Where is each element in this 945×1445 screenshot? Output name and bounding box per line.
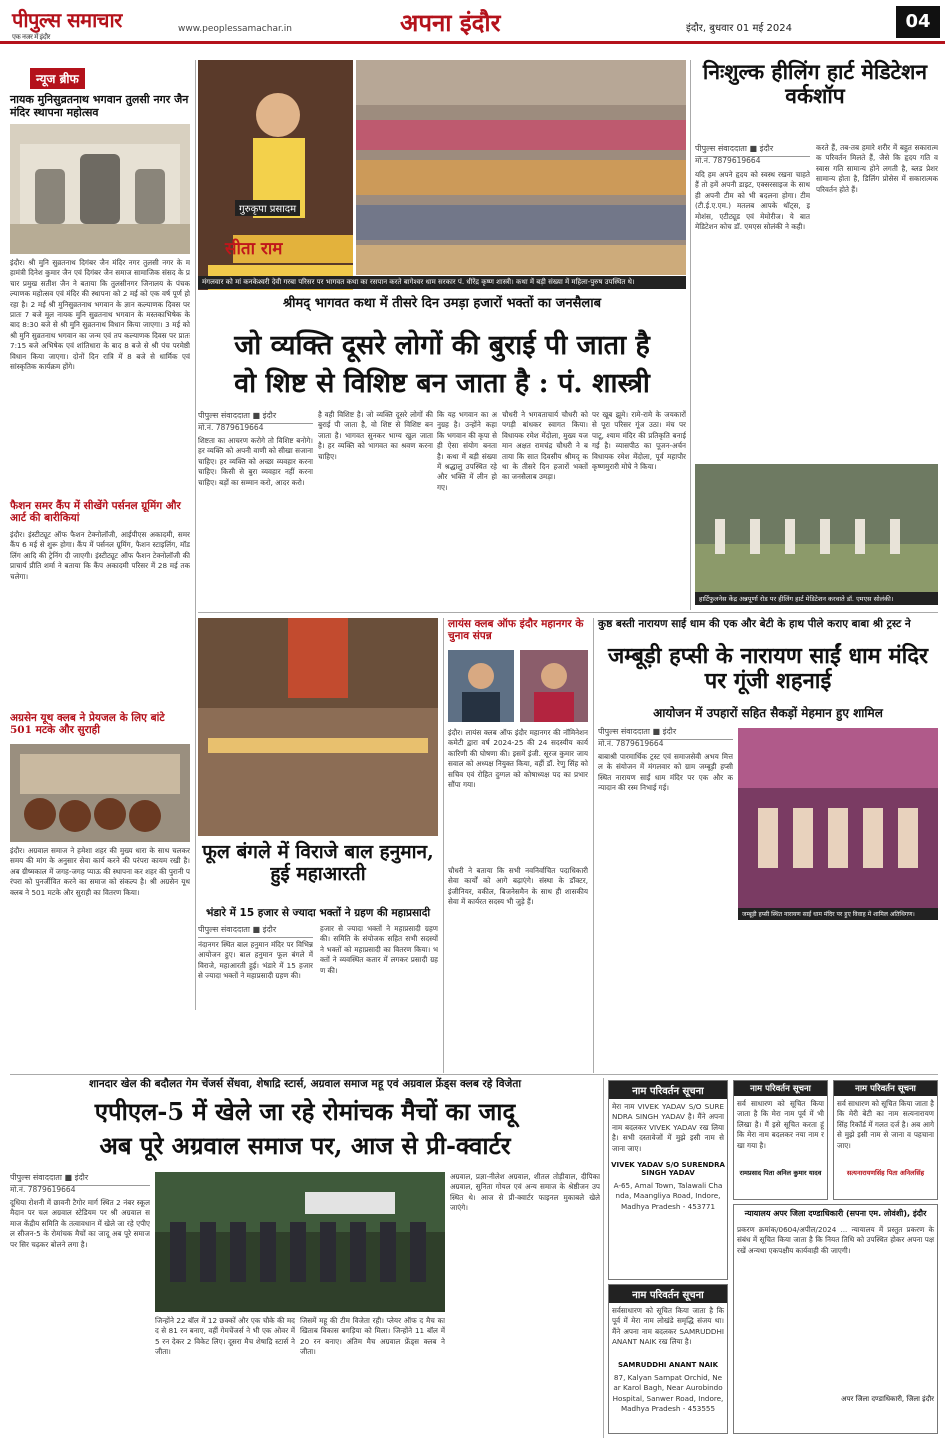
apl-headline-line2: अब पूरे अग्रवाल समाज पर, आज से प्री-क्वार्टर (99, 1131, 511, 1160)
notice-box-3 (733, 1080, 828, 1200)
brief2-body: इंदौर। इंस्टीट्यूट ऑफ फैशन टेक्नोलॉजी, आईपीएस अकादमी, समर कैंप 6 मई से शुरू होगा। कैंप में पर्सनल ग्रूमिंग, फैशन स्टाइलिंग, मॉडलिंग आदि की ट्रेनिंग दी जाएगी। इंस्टीट्यूट ऑफ फैशन टेक्नोलॉजी की प्राचार्य प्रीति शर्मा ने बताया कि कैंप अकादमी परिसर में 28 मई तक चलेगा। (10, 530, 190, 581)
apl-body-col1: दूधिया रोशनी में छावनी टैगोर मार्ग स्थित 2 नंबर स्कूल मैदान पर चल अग्रवाल स्टेडियम पर श्री अग्रवाल समाज केंद्रीय समिति के तत्वावधान में खेले जा रहे एपीएल सीजन-5 के रोमांचक मैचों का जादू अब पूरे समाज पर सिर चढ़कर बोलने लगा है। (10, 1198, 150, 1249)
column-divider (603, 1078, 604, 1438)
section-divider (10, 1074, 938, 1075)
sign-gurukripa: गुरुकृपा प्रसादम (235, 200, 300, 216)
top-body-col3: कि यह भगवान का अनुग्रह है। उन्होंने कहा कि भगवान की कृपा से ही ऐसा संयोग बनता है। कथा में बड़ी संख्या में श्रद्धालु उपस्थित रहे और भक्ति में लीन हो गए। (437, 410, 497, 492)
apl-mobile: मो.नं. 7879619664 (10, 1185, 76, 1194)
top-photo-caption: मंगलवार को मां कनकेश्वरी देवी गरबा परिसर पर भागवत कथा का रसपान करते बागेश्वर धाम सरकार पं. धीरेंद्र कृष्ण शास्त्री। कथा में बड़ी संख्या में महिला-पुरुष उपस्थित थे। (198, 276, 686, 289)
court-notice-title: न्यायालय अपर जिला दण्डाधिकारी (सपना एम. लोवंशी), इंदौर (744, 1209, 927, 1218)
apl-headline-line1: एपीएल-5 में खेले जा रहे रोमांचक मैचों का जादू (94, 1097, 516, 1126)
notice-name: रामप्रसाद पिता अनिल कुमार यादव (739, 1169, 822, 1177)
jambudi-mobile: मो.नं. 7879619664 (598, 739, 664, 748)
hanuman-temple-photo (198, 618, 438, 836)
notice-box-2 (608, 1284, 728, 1434)
column-divider (593, 618, 594, 1073)
hanuman-byline: पीपुल्स संवाददाता ■ इंदौर (198, 924, 313, 938)
temple-photo (10, 124, 190, 254)
hanuman-body-col1: नंदानगर स्थित बाल हनुमान मंदिर पर विभिन्न आयोजन हुए। बाल हनुमान फूल बंगले में विराजे, महाआरती हुई। भंडारे में 15 हजार से ज्यादा भक्तों ने महाप्रसादी ग्रहण की। (198, 940, 313, 981)
section-divider (198, 612, 938, 613)
top-kicker: श्रीमद् भागवत कथा में तीसरे दिन उमड़ा हजारों भक्तों का जनसैलाब (282, 296, 602, 311)
column-divider (690, 60, 691, 610)
notice-address: A-65, Amal Town, Talawali Chanda, Maangliya Road, Indore, Madhya Pradesh - 453771 (613, 1181, 723, 1211)
top-body-col1: शिष्टता का आचरण करोगे तो विशिष्ट बनोगे। हर व्यक्ति को अपनी वाणी को सीखा सजाना चाहिए। हर व्यक्ति को अच्छा व्यवहार करना चाहिए। किसी से बुरा व्यवहार नहीं करना चाहिए। बड़ों का सम्मान करो, आदर करो। (198, 436, 313, 487)
top-headline-line2: वो शिष्ट से विशिष्ट बन जाता है : पं. शास्त्री (234, 368, 650, 399)
lions-body: इंदौर। लायंस क्लब ऑफ इंदौर महानगर की नॉमिनेशन कमेटी द्वारा वर्ष 2024-25 की 24 सदस्यीय कार्यकारिणी की घोषणा की। इसमें इंजी. सूरज कुमार जायसवाल को अध्यक्ष नियुक्त किया, वहीं डॉ. रेणु सिंह को सचिव एवं रोहित दुग्गल को कोषाध्यक्ष पद का प्रभार सौंपा गया। (448, 728, 588, 790)
healing-mobile: मो.नं. 7879619664 (695, 156, 761, 165)
top-headline-line1: जो व्यक्ति दूसरे लोगों की बुराई पी जाता है (234, 330, 650, 361)
jambudi-headline: जम्बूड़ी हप्सी के नारायण साईं धाम मंदिर पर गूंजी शहनाई (607, 643, 929, 695)
top-body-col2: है वही विशिष्ट है। जो व्यक्ति दूसरे लोगों की बुराई पी जाता है, वो शिष्ट से विशिष्ट बन जाता है। भागवत सुनकर भाग्य खुल जाता है। हर व्यक्ति को भागवत का श्रवण करना चाहिए। (318, 410, 433, 461)
crowd-photo (356, 60, 686, 275)
wedding-caption: जम्बूड़ी हप्सी स्थित नारायण साईं धाम मंदिर पर हुए विवाह में शामिल अतिथिगण। (738, 908, 938, 920)
temple-idols-illustration (10, 124, 190, 254)
court-notice (733, 1204, 938, 1434)
notice-title: नाम परिवर्तन सूचना (734, 1081, 827, 1096)
notice-body: सर्व साधारण को सूचित किया जाता है कि मेरी बेटी का नाम सत्यनारायण सिंह रिकॉर्ड में गलत दर्ज है। अब आगे से मुझे इसी नाम से जाना व पहचाना जाए। (837, 1099, 934, 1150)
team-illustration (155, 1172, 445, 1312)
portrait-1 (448, 650, 514, 722)
section-title: अपना इंदौर (400, 8, 501, 37)
notice-body: मेरा नाम VIVEK YADAV S/O SURENDRA SINGH YADAV है। मैंने अपना नाम बदलकर VIVEK YADAV रख लिया है। सभी दस्तावेजों में मुझे इसी नाम से जाना जाए। (612, 1102, 724, 1153)
team-photo (155, 1172, 445, 1312)
notice-body: सर्व साधारण को सूचित किया जाता है कि मेरा नाम पूर्व में भी लिखा है। मैं इसे सूचित करता हूं कि मेरा नाम बदलकर नया नाम रखा गया है। (737, 1099, 824, 1150)
brief1-body: इंदौर। श्री मुनि सुव्रतनाथ दिगंबर जैन मंदिर नगर तुलसी नगर के महामंत्री दिनेश कुमार जैन एवं दिगंबर जैन समाज सामाजिक संसद के प्रचार प्रमुख सतीश जैन ने बताया कि तुलसीनगर जिनालय के पंचकल्याणक महोत्सव एवं मंदिर की स्थापना को 2 मई को एक वर्ष पूर्ण हो रहा है। 2 मई श्री मुनिसुव्रतनाथ भगवान के ज्ञान कल्याणक दिवस पर प्रातः 7 बजे मूल नायक मुनि सुव्रतनाथ भगवान के मस्तकाभिषेक के बाद 8:30 बजे से श्री मुनि सुव्रतनाथ विधान किया जाएगा। 3 मई को श्री मुनि सुव्रतनाथ भगवान का जन्म एवं तप कल्याणक दिवस पर प्रातः 7:15 बजे अभिषेक एवं शांतिधारा के बाद 8 बजे से श्री पंच परमेष्ठी विधान किया जाएगा। दोनों दिन रात्रि में 8 बजे से धार्मिक एवं सांस्कृतिक कार्यक्रम होंगे। (10, 258, 190, 372)
top-byline: पीपुल्स संवाददाता ■ इंदौर (198, 410, 313, 424)
wedding-illustration (738, 728, 938, 908)
yoga-caption: हार्टिफुलनेस केंद्र अन्नपूर्णा रोड पर हीलिंग हार्ट मेडिटेशन करवाते डॉ. एमएस सोलंकी। (695, 592, 938, 605)
portrait-illustration (520, 650, 588, 722)
hanuman-kicker: भंडारे में 15 हजार से ज्यादा भक्तों ने ग्रहण की महाप्रसादी (205, 907, 431, 919)
court-notice-signature: अपर जिला दण्डाधिकारी, जिला इंदौर (841, 1395, 934, 1403)
notice-name: VIVEK YADAV S/O SURENDRA SINGH YADAV (611, 1161, 725, 1177)
notice-box-4 (833, 1080, 938, 1200)
notice-title: नाम परिवर्तन सूचना (834, 1081, 937, 1096)
apl-body-col4: अग्रवाल, प्रज्ञा-नीलेश अग्रवाल, शीतल तोड़ीवाल, दीपिका अग्रवाल, सुनिता गोयल एवं अन्य समाज के श्रेष्ठीजन उपस्थित थे। आज से प्री-क्वार्टर फाइनल मुकाबले खेले जाएंगे। (450, 1172, 600, 1213)
healing-byline: पीपुल्स संवाददाता ■ इंदौर (695, 143, 810, 157)
yoga-illustration (695, 464, 938, 592)
healing-body-col2: करते हैं, तब-तब हमारे शरीर में बहुत सकारात्मक परिवर्तन मिलते हैं, जैसे कि हृदय गति व स्वास गति सामान्य होने लगती है, ब्लड प्रेशर सामान्य होता है, डिलिंग प्रोसेस में सकारात्मक परिवर्तन होते हैं। (816, 143, 938, 194)
website-url[interactable]: www.peoplessamachar.in (178, 24, 292, 34)
apl-kicker: शानदार खेल की बदौलत गेम चेंजर्स सेंधवा, शेषाद्रि स्टार्स, अग्रवाल समाज महू एवं अग्रवाल फ्रेंड्स क्लब रहे विजेता (88, 1078, 522, 1090)
apl-byline: पीपुल्स संवाददाता ■ इंदौर (10, 1172, 150, 1186)
jambudi-kicker: कुष्ठ बस्ती नारायण साईं धाम की एक और बेटी के हाथ पीले कराए बाबा श्री ट्रस्ट ने (598, 618, 911, 630)
court-notice-body: प्रकरण क्रमांक/0604/अपील/2024 ... न्यायालय में प्रस्तुत प्रकरण के संबंध में सूचित किया जाता है कि नियत तिथि को उपस्थित होकर अपना पक्ष रखें अन्यथा एकपक्षीय कार्यवाही की जाएगी। (737, 1225, 934, 1255)
notice-name: सत्यनारायणसिंह पिता अनिलसिंह (846, 1169, 925, 1177)
jambudi-subhead: आयोजन में उपहारों सहित सैकड़ों मेहमान हुए शामिल (653, 706, 883, 720)
page-number: 04 (896, 6, 940, 38)
sign-sitaram: सीता राम (225, 239, 283, 259)
apl-body-col2: जिन्होंने 22 बॉल में 12 छक्कों और एक चौके की मदद से 81 रन बनाए, वहीं गेमचेंजर्स ने भी एक ओवर में 5 रन देकर 2 विकेट लिए। दूसरा मैच शेषाद्रि स्टार्स ने जीता। (155, 1316, 295, 1357)
hanuman-body-col2: हजार से ज्यादा भक्तों ने महाप्रसादी ग्रहण की। समिति के संयोजक सहित सभी सदस्यों ने भक्तों को महाप्रसादी का वितरण किया। भक्तों ने व्यवस्थित कतार में लगकर प्रसादी ग्रहण की। (320, 924, 438, 975)
portrait-2 (520, 650, 588, 722)
jambudi-byline: पीपुल्स संवाददाता ■ इंदौर (598, 726, 733, 740)
brief3-headline: अग्रसेन यूथ क्लब ने प्रेयजल के लिए बांटे 501 मटके और सुराही (10, 712, 165, 737)
logo-tagline: एक नजर में इंदौर (12, 33, 50, 41)
crowd-illustration (356, 60, 686, 275)
healing-headline: निःशुल्क हीलिंग हार्ट मेडिटेशन वर्कशॉप (702, 59, 928, 109)
hanuman-headline: फूल बंगले में विराजे बाल हनुमान, हुई महाआरती (202, 841, 434, 885)
dateline: इंदौर, बुधवार 01 मई 2024 (686, 23, 792, 34)
notice-title: नाम परिवर्तन सूचना (609, 1285, 727, 1303)
column-divider (443, 618, 444, 1073)
column-divider (195, 60, 196, 1010)
brief3-body: इंदौर। अग्रवाल समाज ने हमेशा शहर की मुख्य धारा के साथ चलकर समय की मांग के अनुसार सेवा कार्य करने की परंपरा कायम रखी है। अब ग्रीष्मकाल में जगह-जगह प्याऊ की स्थापना कर शहर की पुरानी परंपरा को पुनर्जीवित करने का समाज को संकल्प है। श्री अग्रसेन यूथ क्लब ने 501 मटके और सुराही का वितरण किया। (10, 846, 190, 897)
lions-kicker: लायंस क्लब ऑफ इंदौर महानगर के चुनाव संपन्न (448, 618, 584, 643)
healing-body-col1: यदि हम अपने हृदय को स्वस्थ रखना चाहते हैं तो हमें अपनी डाइट, एक्सरसाइज के साथ ही अपनी टीम को भी बदलना होगा। टीम (टी.ई.ए.एम.) मतलब आपके थॉट्स, इमोशंस, एटीट्यूड एवं मेमोरीज। ये बात मेडिटेशन कोच डॉ. एमएस सोलंकी ने कही। (695, 170, 810, 232)
top-mobile: मो.नं. 7879619664 (198, 423, 264, 432)
apl-body-col3: जिसमें महू की टीम विजेता रही। प्लेयर ऑफ द मैच का खिताब विकास बगड़िया को मिला। जिन्होंने 11 बॉल में 20 रन बनाए। अंतिम मैच अग्रवाल फ्रेंड्स क्लब ने जीता। (300, 1316, 445, 1357)
wedding-photo (738, 728, 938, 908)
portrait-illustration (448, 650, 514, 722)
logo-text: पीपुल्स समाचार (12, 8, 122, 32)
top-body-col5: पर खूब झूमे। रामे-रामे के जयकारों से पूरा परिसर गूंज उठा। मंच पर पाटू, श्याम मंदिर की प्रतिकृति बनाई गई है। व्यासपीठ का पूजन-अर्चन विधायक रमेश मेंदोला, पूर्व महापौर कृष्णमुरारी मोघे ने किया। (592, 410, 686, 472)
notice-title: नाम परिवर्तन सूचना (609, 1081, 727, 1099)
notice-box-1 (608, 1080, 728, 1280)
temple-crowd-illustration (198, 618, 438, 836)
top-body-col4: चौधरी ने भगवताचार्य चौधरी को पगड़ी बांधकर स्वागत किया। विधायक रमेश मेंदोला, मुख्य यजमान अक्षत रामचंद्र चौधरी ने बताया कि सात दिवसीय श्रीमद् कथा के तीसरे दिन हजारों भक्तों का जनसैलाब उमड़ा। (502, 410, 588, 482)
jambudi-body: बाबाश्री पारमार्थिक ट्रस्ट एवं समाजसेवी अभय मित्तल के संयोजन में मंगलवार को ग्राम जम्बूड़ी हप्सी स्थित नारायण साईं धाम मंदिर पर एक और कन्यादान की रस्म निभाई गई। (598, 752, 733, 793)
brief2-headline: फैशन समर कैंप में सीखेंगे पर्सनल ग्रूमिंग और आर्ट की बारीकियां (10, 500, 181, 525)
notice-name: SAMRUDDHI ANANT NAIK (617, 1361, 719, 1369)
notice-address: 87, Kalyan Sampat Orchid, Near Karol Bagh, Near Aurobindo Hospital, Sanwer Road, Indore, Madhya Pradesh - 453555 (612, 1373, 724, 1414)
matka-illustration (10, 744, 190, 842)
newspaper-logo[interactable] (12, 6, 122, 42)
notice-body: सर्वसाधारण को सूचित किया जाता है कि पूर्व में मेरा नाम लोखंडे समृद्धि संजय था। मैंने अपना नाम बदलकर SAMRUDDHI ANANT NAIK रख लिया है। (612, 1306, 724, 1347)
brief1-headline: नायक मुनिसुव्रतनाथ भगवान तुलसी नगर जैन मंदिर स्थापना महोत्सव (10, 93, 189, 119)
yoga-photo (695, 464, 938, 592)
matka-distribution-photo (10, 744, 190, 842)
news-brief-tag: न्यूज ब्रीफ (30, 68, 85, 89)
lions-body-2: चौधरी ने बताया कि सभी नवनिर्वाचित पदाधिकारी सेवा कार्यों को आगे बढ़ाएंगे। संस्था के डॉक्टर, इंजीनियर, वकील, बिजनेसमैन के साथ ही शासकीय सेवा में कार्यरत सदस्य भी जुड़े हैं। (448, 866, 588, 907)
